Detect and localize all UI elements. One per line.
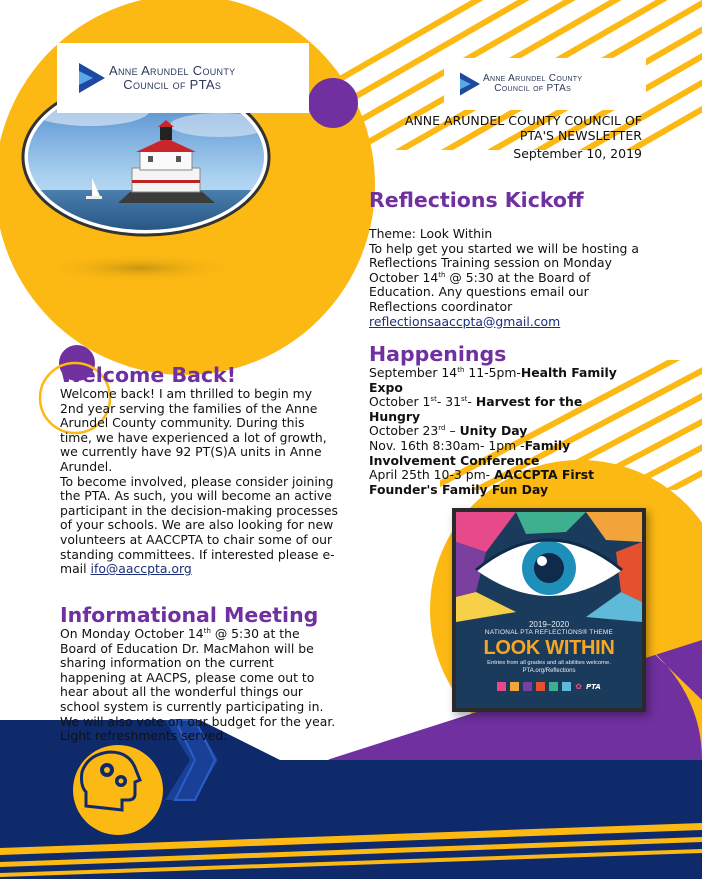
poster-eye-art (456, 512, 642, 622)
happenings-heading: Happenings (369, 342, 507, 366)
happening-item (369, 468, 631, 497)
poster-icon-row (456, 682, 642, 691)
purple-circle-top (308, 78, 358, 128)
happening-1-sep: - (467, 394, 476, 410)
reflections-section (369, 187, 644, 329)
happening-item (369, 424, 631, 439)
happening-0-sup: th (457, 365, 465, 374)
poster-subtitle: NATIONAL PTA REFLECTIONS® THEME (484, 629, 614, 636)
happening-item (369, 366, 631, 395)
logo-triangle-icon (79, 63, 105, 93)
reflections-text (369, 242, 644, 315)
happening-3-title: Family Involvement Conference (369, 437, 571, 468)
happening-2-title: Unity Day (459, 423, 528, 439)
happening-4-date: April 25th 10-3 pm- (369, 467, 495, 483)
welcome-email-link[interactable]: ifo@aaccpta.org (90, 561, 192, 577)
reflections-heading: Reflections Kickoff (369, 188, 584, 212)
happening-2-date: October 23 (369, 423, 439, 439)
happening-0-title: Health Family Expo (369, 365, 617, 395)
masthead-line2: PTA'S NEWSLETTER (519, 127, 642, 143)
logo-box-right (444, 58, 646, 110)
music-icon (536, 682, 545, 691)
reflections-text-sup: th (438, 270, 446, 279)
poster-tagline: Entries from all grades and all abilities welcome. (487, 660, 611, 666)
reflections-email-link[interactable]: reflectionsaaccpta@gmail.com (369, 313, 561, 329)
pta-mark: PTA (585, 682, 601, 691)
poster-year: 2019–2020 (528, 620, 570, 629)
logo-line1-small: Anne Arundel County (483, 72, 583, 84)
welcome-paragraph-1: Welcome back! I am thrilled to begin my 2nd year serving the families of the Anne Arundel County community. During this time, we have experienced a lot of growth, we currently have 92 PT(S)A units in Anne Arundel. (60, 386, 327, 474)
film-icon (510, 682, 519, 691)
happening-item (369, 439, 631, 468)
reflections-text-b: @ 5:30 at the Board of Education. Any questions email our Reflections coordinator (369, 269, 591, 314)
logo-line2: Council of PTAs (123, 77, 222, 92)
happening-1-sup: st (430, 395, 437, 404)
meeting-heading: Informational Meeting (60, 603, 319, 627)
meeting-text (60, 627, 338, 744)
reflections-text-a: To help get you started we will be hosting a Reflections Training session on Monday October 14 (369, 240, 639, 285)
poster-title: LOOK WITHIN (483, 637, 615, 659)
poster-url: PTA.org/Reflections (522, 668, 576, 674)
masthead-line1: ANNE ARUNDEL COUNTY COUNCIL OF (404, 113, 642, 128)
happening-2-sup: rd (438, 424, 446, 433)
happening-2-sep: – (445, 423, 460, 439)
happening-1-title: Harvest for the Hungry (369, 394, 583, 424)
happening-0-time: 11-5pm- (464, 365, 521, 380)
photography-icon (549, 682, 558, 691)
logo-line1: Anne Arundel County (109, 63, 236, 79)
logo-triangle-icon (460, 72, 480, 96)
logo-line2-small: Council of PTAs (494, 83, 572, 94)
meeting-section (60, 603, 338, 744)
happening-item (369, 395, 631, 424)
happening-4-title: AACCPTA First Founder's Family Fun Day (369, 467, 595, 497)
visual-arts-icon (562, 682, 571, 691)
logo-box-left (57, 43, 309, 113)
dance-icon (497, 682, 506, 691)
reflections-poster (452, 508, 646, 712)
lighthouse-shadow (45, 254, 235, 282)
happening-1-range: - 31 (436, 394, 462, 410)
happenings-section (369, 342, 631, 497)
meeting-text-sup: th (203, 626, 211, 635)
literature-icon (523, 682, 532, 691)
newsletter-date: September 10, 2019 (513, 146, 642, 161)
happening-3-date: Nov. 16th 8:30am- 1pm - (369, 437, 525, 453)
masthead (380, 114, 642, 162)
happening-1-sup2: st (461, 395, 468, 404)
welcome-paragraph-2 (60, 475, 338, 577)
meeting-text-a: On Monday October 14 (60, 626, 204, 641)
welcome-section (60, 363, 338, 577)
happening-1-date: October 1 (369, 394, 431, 410)
welcome-heading: Welcome Back! (60, 363, 237, 387)
happening-0-date: September 14 (369, 365, 458, 380)
reflections-theme: Theme: Look Within (369, 226, 493, 241)
welcome-paragraph-2-text: To become involved, please consider joining the PTA. As such, you will become an active participant in the decision-making processes of your schools. We are also looking for new volunteers at AACCPTA to chair some of our standing committees. If interested please e-mail (60, 473, 338, 577)
special-artist-icon: ✿ (575, 682, 582, 691)
meeting-text-b: @ 5:30 at the Board of Education Dr. MacMahon will be sharing information on the current happening at AACPS, please come out to hear about all the wonderful things our school system is currently participating in. We will also vote on our budget for the year. Light refreshments served. (60, 626, 336, 744)
